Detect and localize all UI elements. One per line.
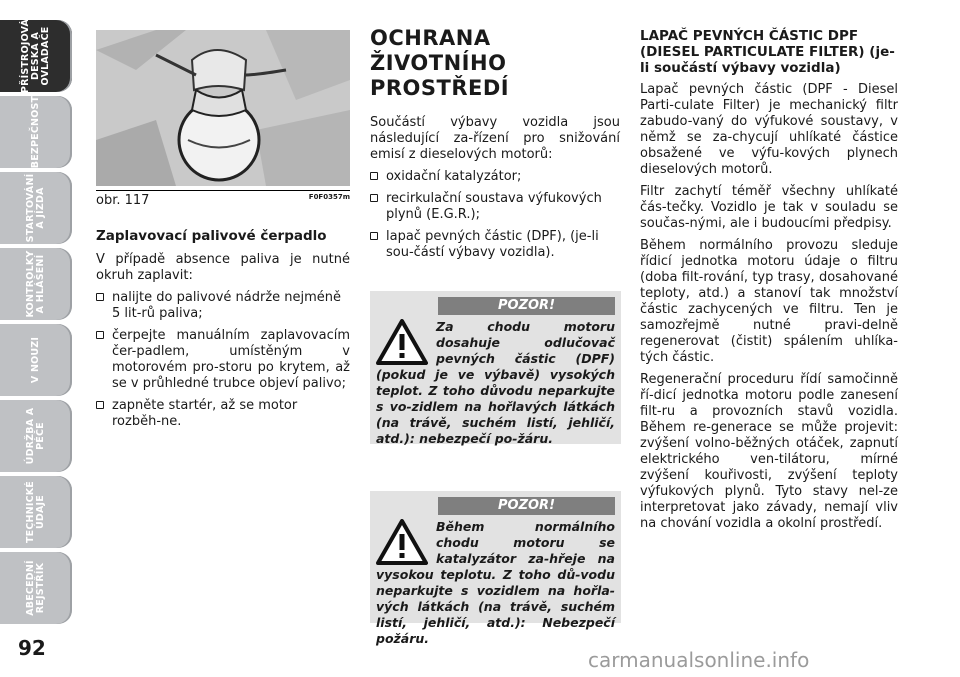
tab-label: V NOUZI [30,336,41,384]
tab-label: ÚDRŽBA A PÉČE [25,407,46,465]
tab-label: STARTOVÁNÍ A JÍZDA [25,173,46,243]
warning-triangle-icon [376,319,428,365]
paragraph: Během normálního provozu sleduje řídicí jednotka motoru údaje o filtru (doba filt-rování, typ trasy, dosahované teploty, atd.) a stanoví tak množství částic zachycených ve filtru. Ten je samozřejmě nutné pravi-delně regenerovat (čistit) spálením uhlíka-tých částic. [640,238,898,365]
warning-box-catalyst [370,491,621,646]
instruction-list [96,290,350,430]
tab-label: ABECEDNÍ REJSTŘÍK [25,560,46,616]
tab-bezpecnost[interactable] [0,96,72,168]
tab-kontrolky[interactable] [0,248,72,320]
page-title: OCHRANA ŽIVOTNÍHO PROSTŘEDÍ [370,26,510,100]
tab-v-nouzi[interactable] [0,324,72,396]
tab-label: PŘÍSTROJOVÁ DESKA A OVLADAČE [20,18,51,94]
tab-label: KONTROLKY A HLÁŠENÍ [25,250,46,318]
figure-number: obr. 117 [96,193,150,208]
warning-text: Během normálního chodu motoru se katalyzátor za-hřeje na vysokou teplotu. Z toho dů-vodu neparkujte s vozidlem na hořla-vých látkách (na trávě, suchém listí, jehličí, atd.): Nebezpečí požáru. [376,519,615,646]
environment-section [370,26,620,267]
list-item: oxidační katalyzátor; [370,169,620,185]
section-intro: V případě absence paliva je nutné okruh zaplavit: [96,252,350,283]
section-heading: Zaplavovací palivové čerpadlo [96,228,327,244]
list-item: lapač pevných částic (DPF), (je-li sou-částí výbavy vozidla). [370,229,620,261]
page-number: 92 [18,636,46,660]
section-heading: LAPAČ PEVNÝCH ČÁSTIC DPF (DIESEL PARTICULATE FILTER) (je-li součástí výbavy vozidla) [640,28,895,76]
tab-technicke-udaje[interactable] [0,476,72,548]
dpf-section [640,28,898,538]
watermark: carmanualsonline.info [588,648,810,672]
list-item: nalijte do palivové nádrže nejméně 5 lit-rů paliva; [96,290,350,322]
figure-caption [96,190,350,209]
warning-triangle-icon [376,519,428,565]
paragraph: Regenerační proceduru řídí samočinně ří-dicí jednotka motoru podle zanesení filt-ru a provozních stavů vozidla. Během re-generace se může projevit: zvýšení volno-běžných otáček, zapnutí elektrického ven-tilátoru, mírné zvýšení kouřivosti, zvýšení teploty výfukových plynů. Tyto stavy nel-ze interpretovat jako závady, nemají vliv na chování vozidla a okolní prostředí. [640,372,898,531]
warning-box-dpf [370,291,621,444]
paragraph: Filtr zachytí téměř všechny uhlíkaté čás-tečky. Vozidlo je tak v souladu se součas-nými, ale i budoucími předpisy. [640,184,898,231]
list-item: čerpejte manuálním zaplavovacím čer-padlem, umístěným v motorovém pro-storu po krytem, až se v průhledné trubce objeví palivo; [96,328,350,392]
tab-rejstrik[interactable] [0,552,72,624]
primer-pump-illustration [96,30,350,186]
list-item: recirkulační soustava výfukových plynů (E.G.R.); [370,191,620,223]
list-item: zapněte startér, až se motor rozběh-ne. [96,398,350,430]
tab-label: BEZPEČNOST [30,95,41,169]
tab-label: TECHNICKÉ ÚDAJE [25,480,46,544]
device-list [370,169,620,261]
warning-title: POZOR! [438,497,615,515]
primer-pump-photo [96,30,350,186]
tab-udrzba[interactable] [0,400,72,472]
primer-pump-section [96,228,350,436]
section-intro: Součástí výbavy vozidla jsou následující za-řízení pro snižování emisí z dieselových motorů: [370,115,620,162]
tab-pristrojova-deska[interactable] [0,20,72,92]
warning-title: POZOR! [438,297,615,315]
figure-code: F0F0357m [308,193,350,201]
tab-startovani[interactable] [0,172,72,244]
paragraph: Lapač pevných částic (DPF - Diesel Parti-culate Filter) je mechanický filtr zabudo-vaný do výfukové soustavy, v němž se za-chycují uhlíkaté částice obsažené ve výfu-kových plynech dieselových motorů. [640,82,898,177]
warning-text: Za chodu motoru dosahuje odlučovač pevných částic (DPF) (pokud je ve výbavě) vysokých teplot. Z toho důvodu neparkujte s vo-zidlem na hořlavých látkách (na trávě, suchém listí, jehličí, atd.): nebezpečí po-žáru. [376,319,615,446]
